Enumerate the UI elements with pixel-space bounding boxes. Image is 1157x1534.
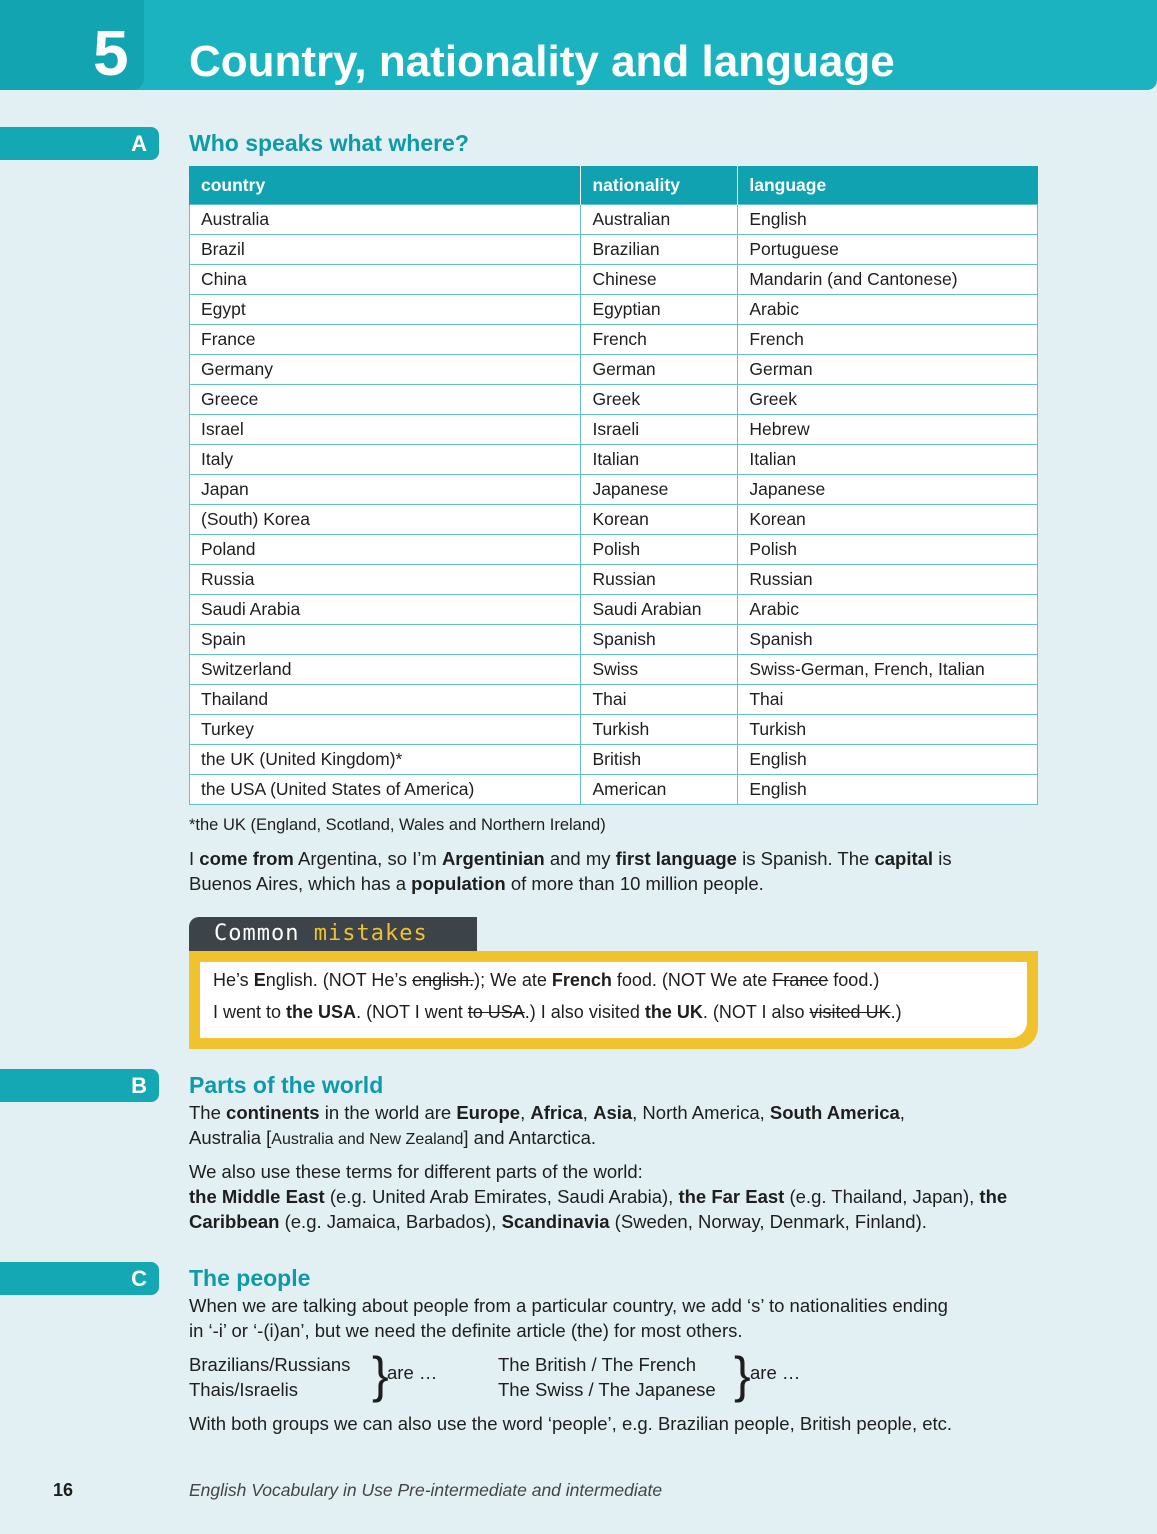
text-run: , <box>899 1102 905 1123</box>
country-cell: Australia <box>190 205 581 235</box>
bold-term: South America <box>769 1102 900 1123</box>
text-run: ); We ate <box>474 970 552 990</box>
nationality-cell: Japanese <box>581 475 738 505</box>
language-cell: English <box>738 745 1038 775</box>
nationality-cell: Brazilian <box>581 235 738 265</box>
country-cell: the UK (United Kingdom)* <box>190 745 581 775</box>
continents-line-2 <box>189 1125 1049 1152</box>
nationality-cell: Saudi Arabian <box>581 595 738 625</box>
example-line-1 <box>189 846 1049 871</box>
people-line-2: in ‘-i’ or ‘-(i)an’, but we need the definite article (the) for most others. <box>189 1320 743 1341</box>
language-cell: Thai <box>738 685 1038 715</box>
language-cell: French <box>738 325 1038 355</box>
nationality-cell: American <box>581 775 738 805</box>
group-1-item-1: Brazilians/Russians <box>189 1354 351 1375</box>
bold-term: Africa <box>530 1102 583 1123</box>
language-cell: Korean <box>738 505 1038 535</box>
nationality-cell: Spanish <box>581 625 738 655</box>
bold-term: the UK <box>644 1002 703 1022</box>
group-1-brace: } <box>372 1347 389 1403</box>
common-mistake-line-1 <box>213 968 879 992</box>
regions-line-2 <box>189 1184 1049 1209</box>
text-run: , <box>582 1102 594 1123</box>
bold-term: capital <box>874 848 934 869</box>
country-cell: Switzerland <box>190 655 581 685</box>
nationality-cell: Israeli <box>581 415 738 445</box>
country-cell: the USA (United States of America) <box>190 775 581 805</box>
bold-term: come from <box>199 848 294 869</box>
language-cell: English <box>738 205 1038 235</box>
country-cell: Thailand <box>190 685 581 715</box>
nationality-cell: French <box>581 325 738 355</box>
regions-paragraph <box>189 1159 1049 1234</box>
table-row <box>190 325 1038 355</box>
bold-term: first language <box>615 848 737 869</box>
country-cell: (South) Korea <box>190 505 581 535</box>
nationality-cell: Greek <box>581 385 738 415</box>
bold-term: Scandinavia <box>501 1211 610 1232</box>
nationality-cell: Chinese <box>581 265 738 295</box>
table-row <box>190 595 1038 625</box>
table-row <box>190 265 1038 295</box>
country-cell: Brazil <box>190 235 581 265</box>
table-row <box>190 385 1038 415</box>
country-cell: Saudi Arabia <box>190 595 581 625</box>
bold-term: population <box>411 873 506 894</box>
text-run: nglish. (NOT He’s <box>265 970 413 990</box>
group-2-brace: } <box>734 1347 751 1403</box>
language-cell: Arabic <box>738 295 1038 325</box>
text-run: Australia [ <box>189 1127 272 1148</box>
language-cell: German <box>738 355 1038 385</box>
language-cell: Mandarin (and Cantonese) <box>738 265 1038 295</box>
bold-term: E <box>253 970 266 990</box>
language-cell: Spanish <box>738 625 1038 655</box>
table-row <box>190 775 1038 805</box>
table-row <box>190 235 1038 265</box>
text-run: .) I also visited <box>524 1002 645 1022</box>
text-run: (e.g. Thailand, Japan), <box>784 1186 980 1207</box>
people-group-2 <box>498 1352 716 1402</box>
table-row <box>190 625 1038 655</box>
nationality-cell: Polish <box>581 535 738 565</box>
section-b-letter: B <box>131 1073 147 1098</box>
section-a-title: Who speaks what where? <box>189 130 469 156</box>
text-run: , North America, <box>632 1102 770 1123</box>
country-cell: China <box>190 265 581 295</box>
page-title: Country, nationality and language <box>189 37 895 86</box>
country-cell: Germany <box>190 355 581 385</box>
section-a-letter: A <box>131 131 147 156</box>
nationality-cell: British <box>581 745 738 775</box>
country-cell: Israel <box>190 415 581 445</box>
text-run: .) <box>890 1002 902 1022</box>
text-run: , <box>520 1102 531 1123</box>
nationality-cell: Egyptian <box>581 295 738 325</box>
text-run: of more than 10 million people. <box>505 873 764 894</box>
continents-paragraph <box>189 1100 1049 1152</box>
nationality-cell: Swiss <box>581 655 738 685</box>
bold-term: the Middle East <box>189 1186 325 1207</box>
group-1-are: are … <box>387 1362 438 1383</box>
language-cell: Portuguese <box>738 235 1038 265</box>
common-mistakes-header <box>189 917 477 951</box>
continents-line-1 <box>189 1100 1049 1125</box>
common-mistakes-label-part2: mistakes <box>313 921 428 946</box>
regions-line-1: We also use these terms for different parts of the world: <box>189 1161 643 1182</box>
page-number: 16 <box>53 1480 74 1500</box>
group-2-are: are … <box>750 1362 801 1383</box>
column-header-nationality: nationality <box>581 166 738 205</box>
section-b-tab <box>0 1069 159 1102</box>
language-cell: Polish <box>738 535 1038 565</box>
bold-term: the Far East <box>678 1186 785 1207</box>
table-row <box>190 445 1038 475</box>
common-mistakes-label <box>214 917 428 951</box>
text-run: . (NOT I went <box>356 1002 468 1022</box>
country-cell: Spain <box>190 625 581 655</box>
bold-term: Asia <box>593 1102 633 1123</box>
language-cell: Japanese <box>738 475 1038 505</box>
incorrect-form: France <box>772 970 829 990</box>
text-run: is Spanish. The <box>736 848 875 869</box>
text-run: is <box>933 848 952 869</box>
bold-term: Argentinian <box>441 848 545 869</box>
language-cell: Italian <box>738 445 1038 475</box>
country-cell: Italy <box>190 445 581 475</box>
unit-number: 5 <box>93 17 129 89</box>
people-line-1: When we are talking about people from a particular country, we add ‘s’ to nationalities ending <box>189 1295 948 1316</box>
text-run: ] and Antarctica. <box>463 1127 597 1148</box>
bold-term: Caribbean <box>189 1211 280 1232</box>
country-cell: Egypt <box>190 295 581 325</box>
text-run: I <box>189 848 200 869</box>
people-closing-paragraph: With both groups we can also use the word ‘people’, e.g. Brazilian people, British people, etc. <box>189 1413 953 1434</box>
regions-line-3 <box>189 1209 1049 1234</box>
bold-term: the <box>979 1186 1008 1207</box>
book-title: English Vocabulary in Use Pre-intermediate and intermediate <box>189 1480 663 1500</box>
group-2-item-2: The Swiss / The Japanese <box>498 1379 716 1400</box>
common-mistakes-inner <box>200 962 1027 1038</box>
country-cell: Japan <box>190 475 581 505</box>
text-run: Argentina, so I’m <box>293 848 442 869</box>
table-row <box>190 655 1038 685</box>
incorrect-form: english. <box>412 970 475 990</box>
country-cell: Turkey <box>190 715 581 745</box>
text-run: Buenos Aires, which has a <box>189 873 412 894</box>
text-run: . (NOT I also <box>702 1002 810 1022</box>
incorrect-form: to USA <box>467 1002 525 1022</box>
nationality-cell: Korean <box>581 505 738 535</box>
text-run: food. (NOT We ate <box>611 970 773 990</box>
country-cell: Russia <box>190 565 581 595</box>
text-run: in the world are <box>319 1102 457 1123</box>
nationality-cell: Russian <box>581 565 738 595</box>
table-row <box>190 205 1038 235</box>
section-c-tab <box>0 1262 159 1295</box>
group-2-item-1: The British / The French <box>498 1354 697 1375</box>
country-cell: Greece <box>190 385 581 415</box>
example-paragraph <box>189 846 1049 896</box>
bold-term: French <box>551 970 612 990</box>
table-row <box>190 535 1038 565</box>
bold-term: Europe <box>456 1102 521 1123</box>
table-row <box>190 355 1038 385</box>
text-run: He’s <box>213 970 254 990</box>
example-line-2 <box>189 871 1049 896</box>
country-cell: France <box>190 325 581 355</box>
text-run: (Sweden, Norway, Denmark, Finland). <box>609 1211 927 1232</box>
incorrect-form: visited UK <box>809 1002 891 1022</box>
vocabulary-table <box>189 166 1038 805</box>
table-row <box>190 415 1038 445</box>
language-cell: Arabic <box>738 595 1038 625</box>
section-c-title: The people <box>189 1265 311 1291</box>
table-header-row <box>190 166 1038 205</box>
language-cell: Greek <box>738 385 1038 415</box>
text-run: Australia and New Zealand <box>271 1131 464 1148</box>
section-a-tab <box>0 127 159 160</box>
nationality-cell: Italian <box>581 445 738 475</box>
table-row <box>190 505 1038 535</box>
nationality-cell: German <box>581 355 738 385</box>
text-run: food.) <box>828 970 880 990</box>
people-group-1 <box>189 1352 350 1402</box>
bold-term: the USA <box>286 1002 357 1022</box>
text-run: and my <box>544 848 616 869</box>
common-mistake-line-2 <box>213 1000 902 1024</box>
common-mistakes-box <box>189 951 1038 1049</box>
section-b-title: Parts of the world <box>189 1072 384 1098</box>
column-header-language: language <box>738 166 1038 205</box>
nationality-cell: Turkish <box>581 715 738 745</box>
language-cell: Russian <box>738 565 1038 595</box>
country-cell: Poland <box>190 535 581 565</box>
language-cell: Turkish <box>738 715 1038 745</box>
text-run: (e.g. United Arab Emirates, Saudi Arabia), <box>324 1186 679 1207</box>
text-run: (e.g. Jamaica, Barbados), <box>279 1211 502 1232</box>
language-cell: Hebrew <box>738 415 1038 445</box>
common-mistakes-label-part1: Common <box>214 921 300 946</box>
nationality-cell: Thai <box>581 685 738 715</box>
table-row <box>190 715 1038 745</box>
table-row <box>190 475 1038 505</box>
table-row <box>190 295 1038 325</box>
table-row <box>190 745 1038 775</box>
nationality-cell: Australian <box>581 205 738 235</box>
table-body <box>190 205 1038 805</box>
language-cell: Swiss-German, French, Italian <box>738 655 1038 685</box>
bold-term: continents <box>226 1102 320 1123</box>
table-footnote: *the UK (England, Scotland, Wales and Northern Ireland) <box>189 816 606 834</box>
group-1-item-2: Thais/Israelis <box>189 1379 298 1400</box>
text-run: I went to <box>213 1002 287 1022</box>
table-row <box>190 685 1038 715</box>
text-run: The <box>189 1102 227 1123</box>
people-paragraph <box>189 1293 1049 1343</box>
language-cell: English <box>738 775 1038 805</box>
section-c-letter: C <box>131 1266 147 1291</box>
table-row <box>190 565 1038 595</box>
column-header-country: country <box>190 166 581 205</box>
